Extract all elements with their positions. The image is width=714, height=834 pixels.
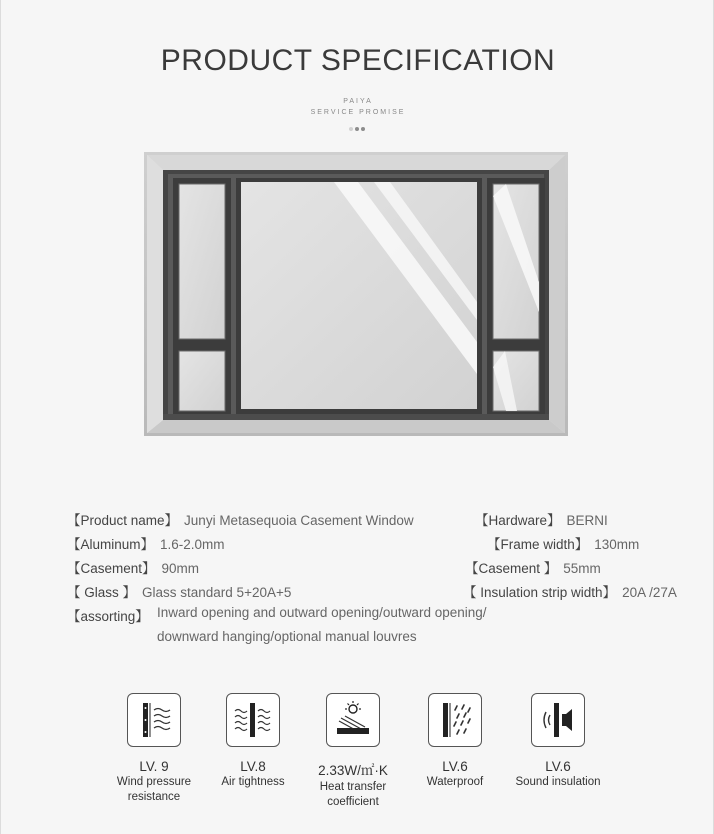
dot-3: [361, 127, 365, 131]
spec-hardware: [475, 509, 608, 529]
spec-value: Inward opening and outward opening/outward opening/: [157, 605, 487, 620]
spec-value: 1.6-2.0mm: [160, 537, 225, 552]
carousel-dots: [349, 127, 369, 133]
dot-1: [349, 127, 353, 131]
spec-insulation: [463, 581, 677, 601]
feature-desc-line1: Air tightness: [221, 776, 285, 788]
spec-label: 【assorting】: [67, 609, 149, 624]
feature-wind-pressure: [99, 693, 209, 804]
spec-glass: [67, 581, 291, 601]
wind-pressure-icon: [127, 693, 181, 747]
spec-assorting-line2: [157, 629, 417, 644]
feature-desc-line1: Wind pressure: [116, 776, 192, 788]
feature-air-tightness: [198, 693, 308, 791]
spec-value: 90mm: [161, 561, 200, 576]
feature-desc-line1: Waterproof: [426, 776, 484, 788]
spec-value: 55mm: [563, 561, 601, 576]
spec-label: 【Aluminum】: [67, 537, 155, 552]
feature-heat-transfer: [298, 693, 408, 809]
spec-value: BERNI: [566, 513, 608, 528]
dot-2: [355, 127, 359, 131]
brand-label: PAIYA: [343, 98, 373, 105]
spec-label: 【Frame width】: [487, 537, 589, 552]
spec-value: 20A /27A: [622, 585, 677, 600]
casement-window-image: [144, 152, 568, 436]
spec-assorting-label: [67, 605, 149, 625]
spec-label: 【 Glass 】: [67, 585, 137, 600]
sound-insulation-icon: [531, 693, 585, 747]
spec-value: 130mm: [594, 537, 640, 552]
feature-level: 2.33W/㎡·K: [318, 763, 388, 778]
spec-label: 【Casement】: [67, 561, 156, 576]
feature-desc-line2: coefficient: [327, 796, 379, 808]
feature-level: LV.6: [442, 759, 468, 774]
feature-desc-line2: resistance: [127, 791, 181, 803]
heat-transfer-icon: [326, 693, 380, 747]
spec-label: 【Casement 】: [465, 561, 558, 576]
spec-label: 【Hardware】: [475, 513, 561, 528]
feature-level: LV. 9: [139, 759, 169, 774]
spec-value: downward hanging/optional manual louvres: [157, 629, 417, 644]
spec-frame-width: [487, 533, 639, 553]
subtitle-label: SERVICE PROMISE: [310, 109, 406, 116]
air-tightness-icon: [226, 693, 280, 747]
spec-casement-left: [67, 557, 199, 577]
spec-label: 【Product name】: [67, 513, 179, 528]
spec-aluminum: [67, 533, 225, 553]
feature-desc-line1: Sound insulation: [515, 776, 601, 788]
spec-casement-right: [465, 557, 601, 577]
spec-value: Glass standard 5+20A+5: [142, 585, 292, 600]
feature-desc-line1: Heat transfer: [319, 781, 387, 793]
feature-level: LV.8: [240, 759, 266, 774]
spec-assorting-line1: [157, 605, 487, 620]
spec-product-name: [67, 509, 414, 529]
page-title: PRODUCT SPECIFICATION: [160, 44, 556, 77]
waterproof-icon: [428, 693, 482, 747]
spec-label: 【 Insulation strip width】: [463, 585, 617, 600]
spec-value: Junyi Metasequoia Casement Window: [184, 513, 414, 528]
feature-waterproof: [400, 693, 510, 791]
feature-sound-insulation: [503, 693, 613, 791]
feature-level: LV.6: [545, 759, 571, 774]
